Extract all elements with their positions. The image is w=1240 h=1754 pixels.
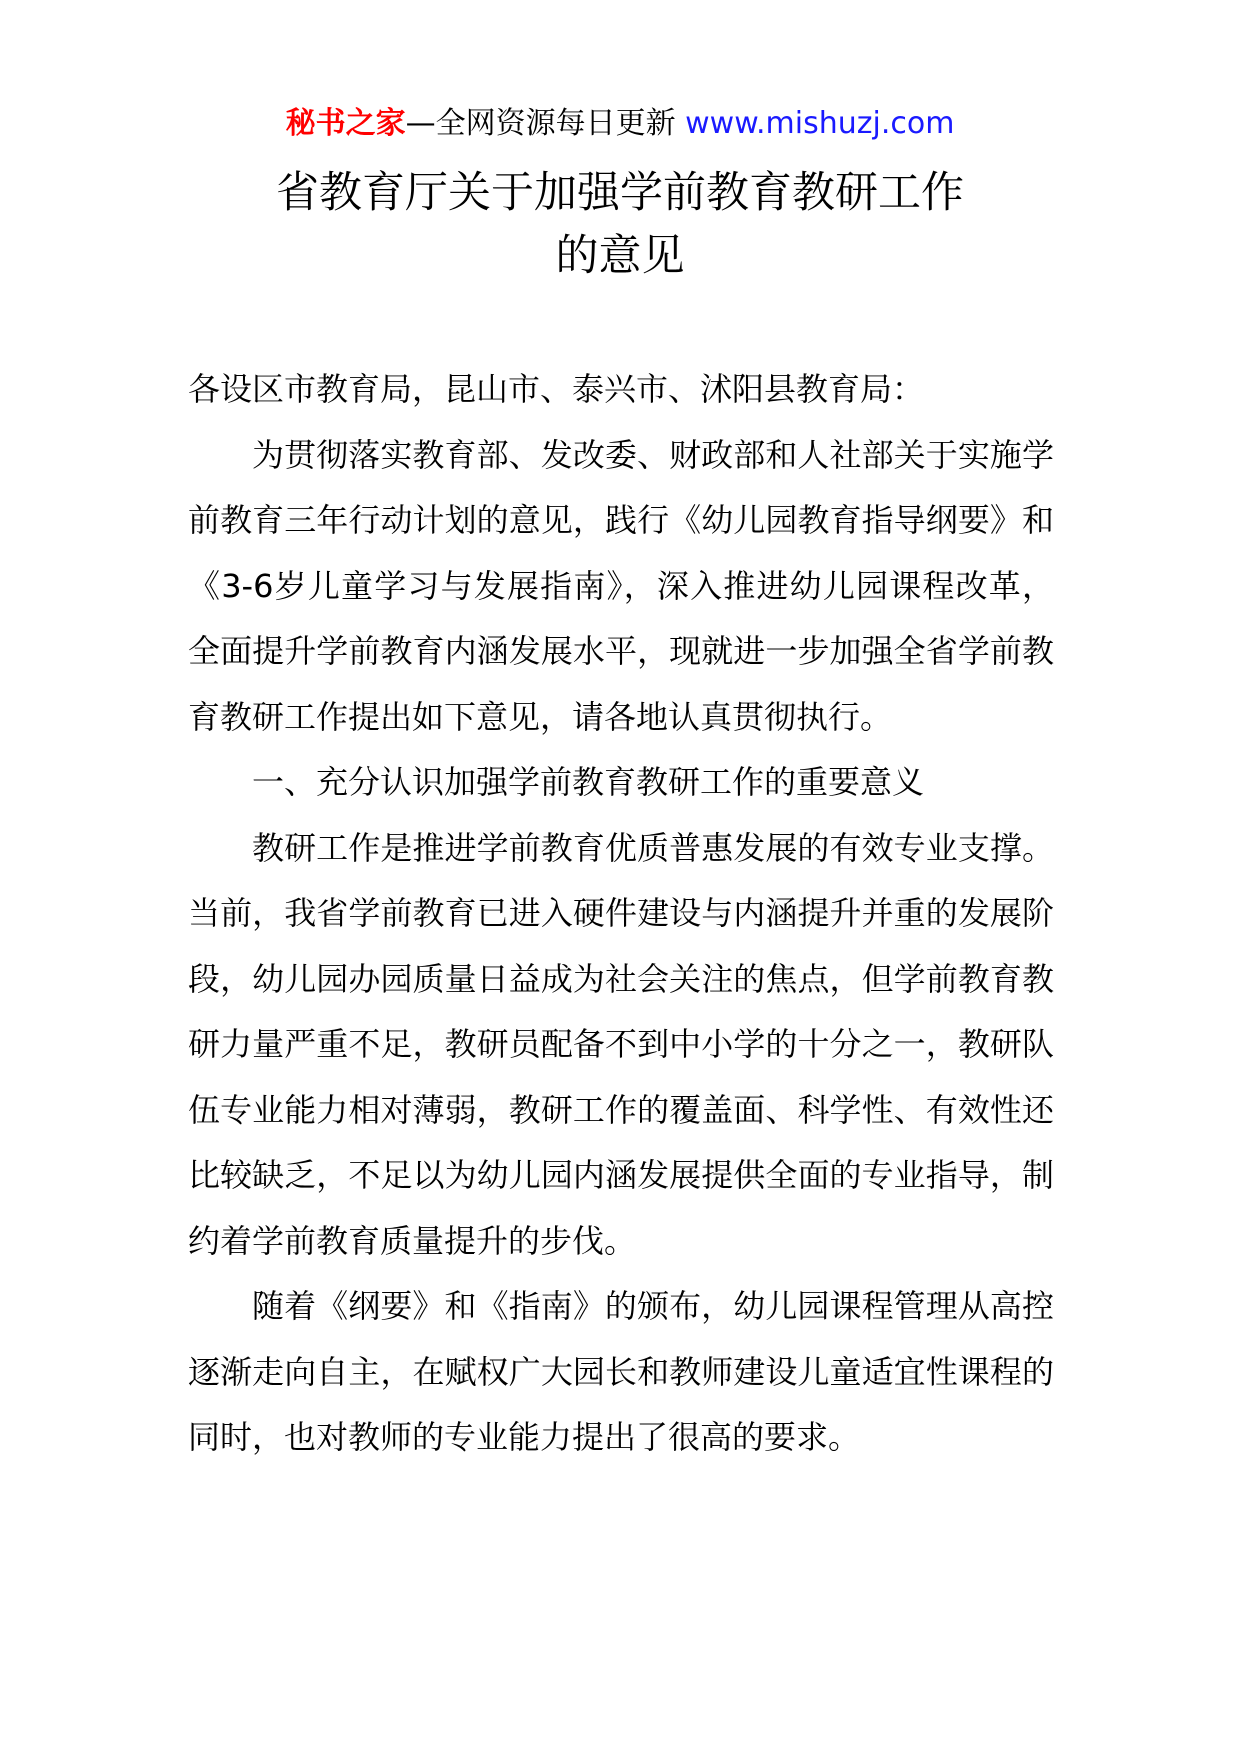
- site-header: [0, 104, 1240, 144]
- paragraph-significance: 教研工作是推进学前教育优质普惠发展的有效专业支撑。当前，我省学前教育已进入硬件建设与内涵提升并重的发展阶段，幼儿园办园质量日益成为社会关注的焦点，但学前教育教研力量严重不足，教研员配备不到中小学的十分之一，教研队伍专业能力相对薄弱，教研工作的覆盖面、科学性、有效性还比较缺乏，不足以为幼儿园内涵发展提供全面的专业指导，制约着学前教育质量提升的步伐。: [188, 828, 1054, 1260]
- document-title-line-1: 省教育厅关于加强学前教育教研工作: [276, 168, 964, 218]
- paragraph-intro: 为贯彻落实教育部、发改委、财政部和人社部关于实施学前教育三年行动计划的意见，践行《幼儿园教育指导纲要》和《3-6岁儿童学习与发展指南》，深入推进幼儿园课程改革，全面提升学前教育内涵发展水平，现就进一步加强全省学前教育教研工作提出如下意见，请各地认真贯彻执行。: [188, 435, 1054, 736]
- addressee: 各设区市教育局，昆山市、泰兴市、沭阳县教育局：: [188, 370, 925, 408]
- paragraph-curriculum: 随着《纲要》和《指南》的颁布，幼儿园课程管理从高控逐渐走向自主，在赋权广大园长和教师建设儿童适宜性课程的同时，也对教师的专业能力提出了很高的要求。: [188, 1287, 1054, 1456]
- site-brand: 秘书之家: [285, 106, 406, 141]
- document-body: [188, 357, 1054, 1471]
- document-title-line-2: 的意见: [555, 231, 685, 281]
- section-heading-1: 一、充分认识加强学前教育教研工作的重要意义: [252, 763, 925, 801]
- document-title: [0, 162, 1240, 288]
- site-url-link[interactable]: www.mishuzj.com: [685, 106, 955, 141]
- site-slogan: —全网资源每日更新: [405, 106, 676, 141]
